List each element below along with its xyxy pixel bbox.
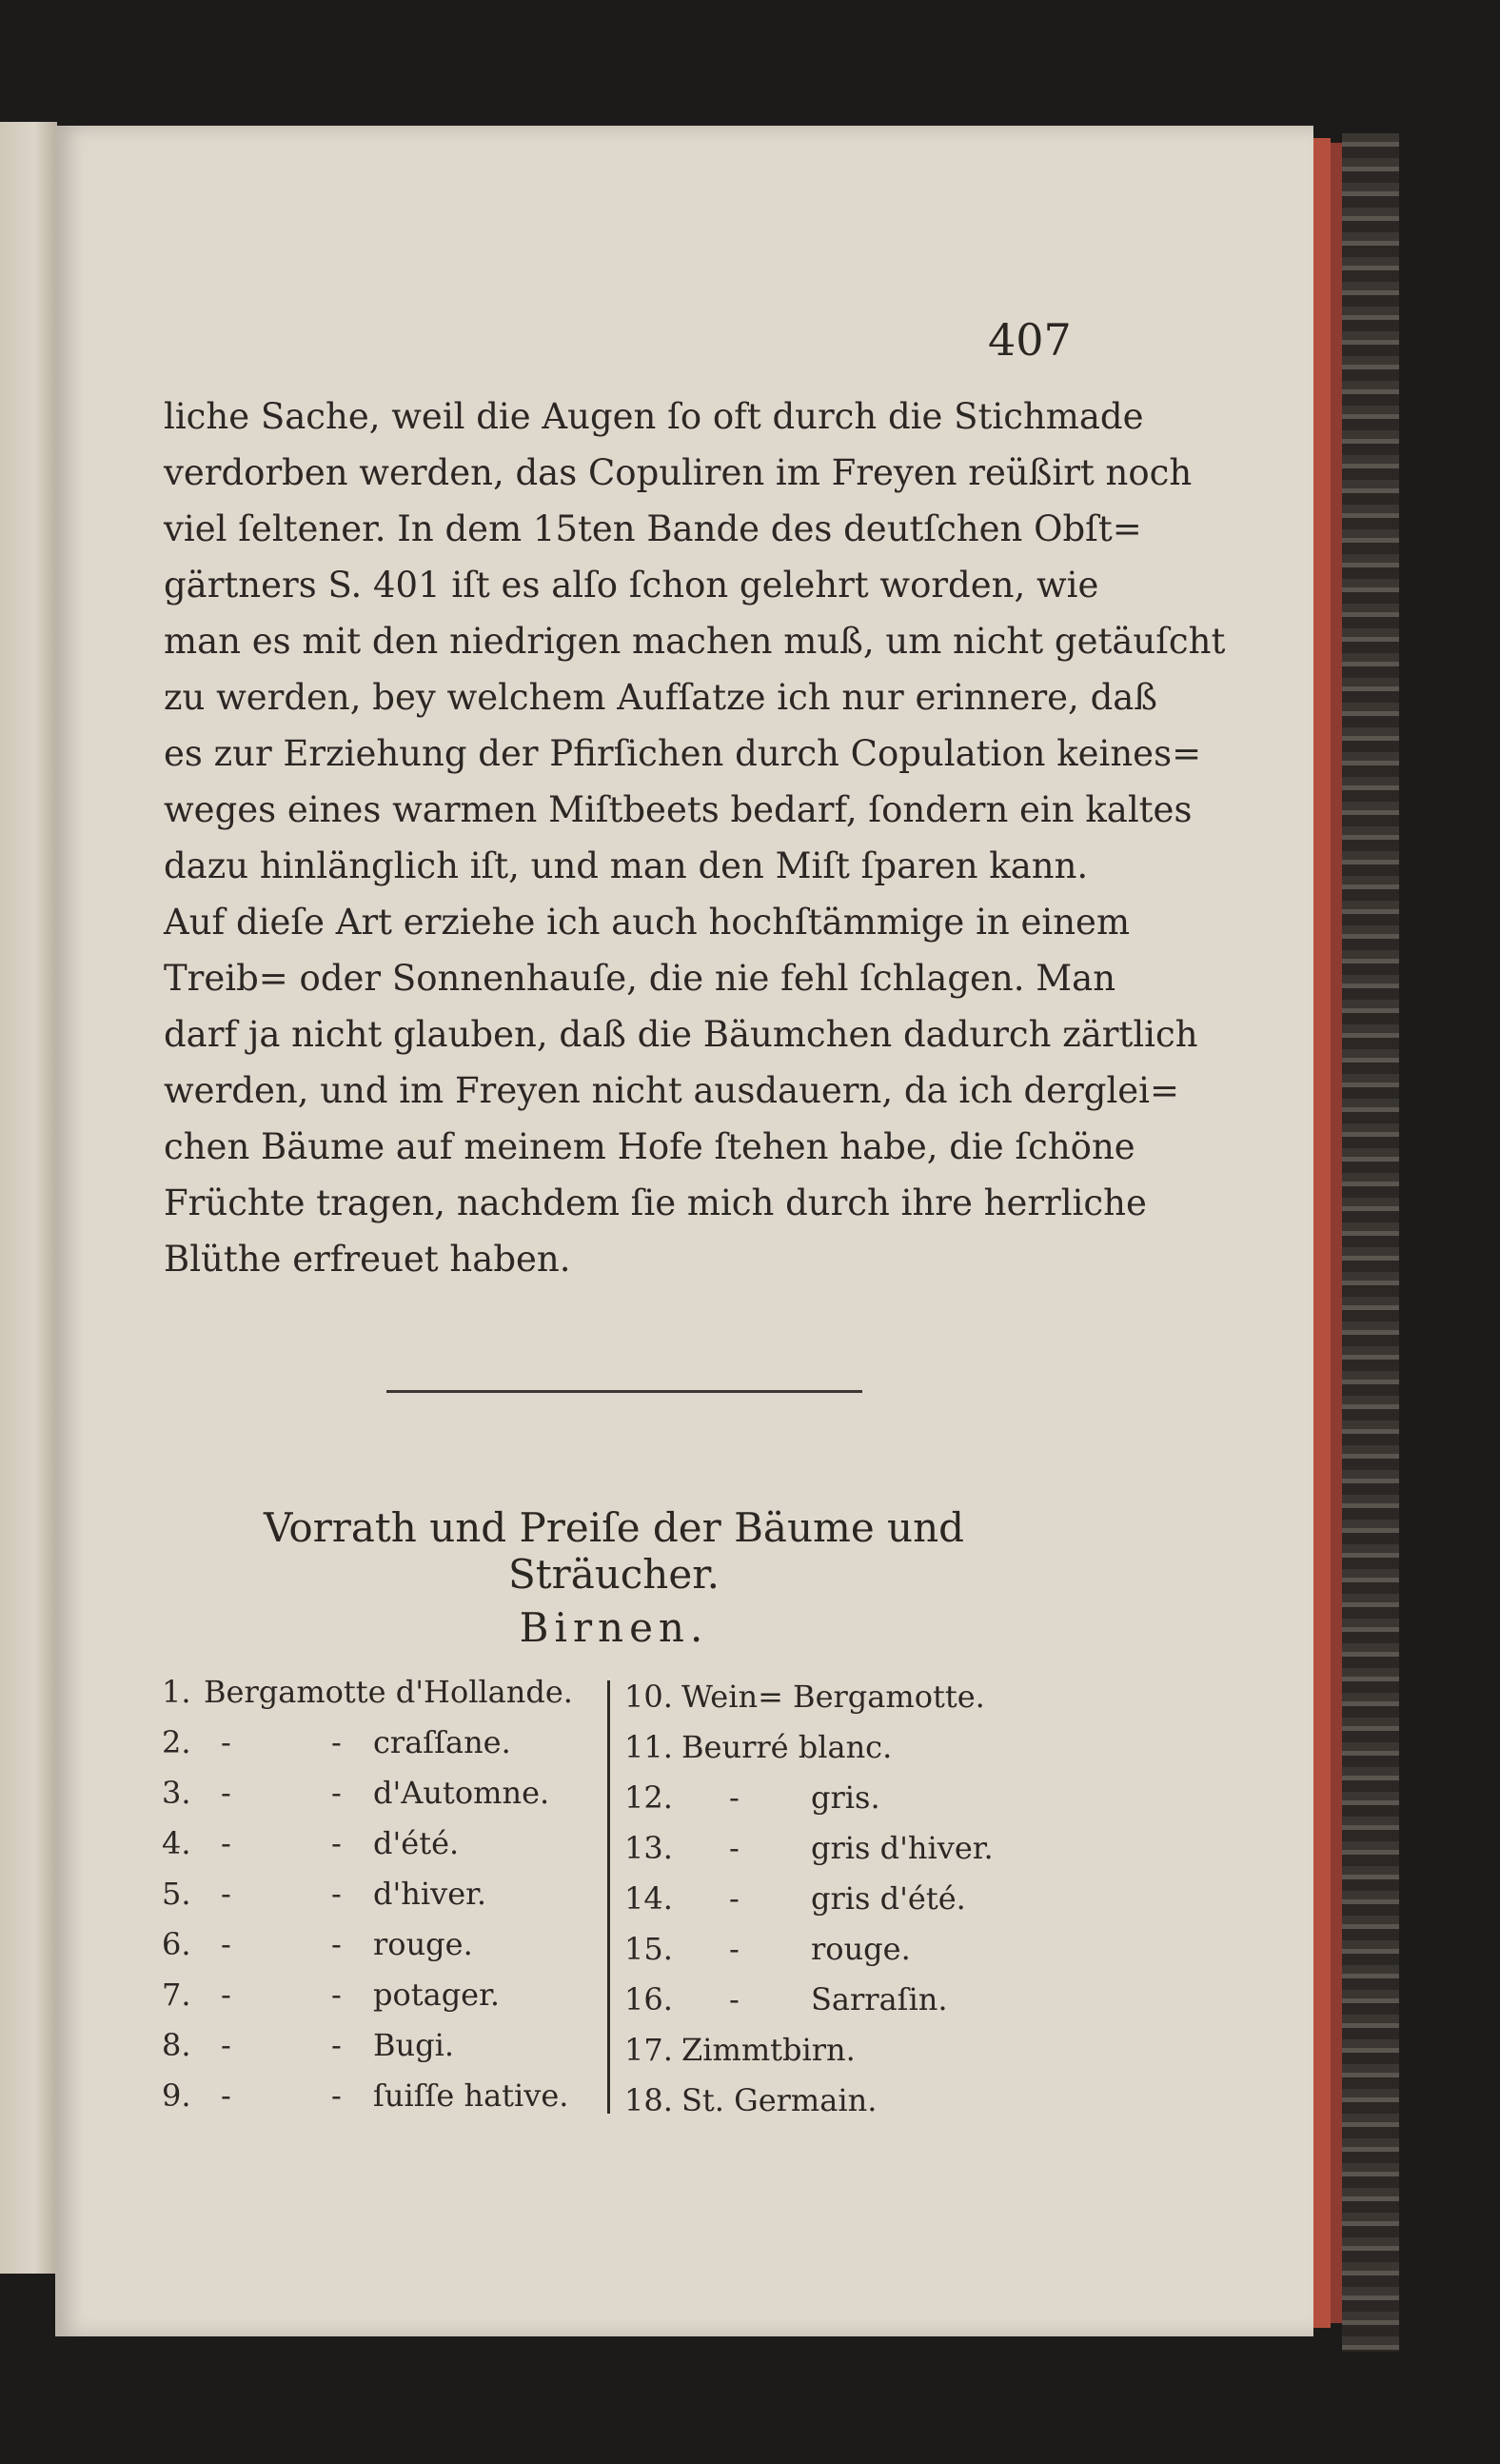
ditto-mark: - (331, 1724, 342, 1760)
item-name: craſſane. (373, 1724, 511, 1760)
item-number: 1. (162, 1674, 191, 1710)
item-number: 9. (162, 2077, 191, 2114)
ditto-mark: - (331, 2027, 342, 2063)
right-list (624, 1679, 1062, 2133)
body-line: es zur Erziehung der Pfirſichen durch Copulation keines= (164, 733, 1202, 774)
item-number: 2. (162, 1724, 191, 1760)
ditto-mark: - (729, 1880, 740, 1917)
page-number: 407 (988, 314, 1072, 366)
book-cover-edge (1342, 133, 1399, 2352)
list-item (624, 2082, 1062, 2133)
ditto-mark: - (331, 2077, 342, 2114)
ditto-mark: - (221, 1724, 231, 1760)
item-name: ſuiſſe hative. (373, 2077, 569, 2114)
list-item (624, 1679, 1062, 1729)
ditto-mark: - (729, 1779, 740, 1816)
item-name: Zimmtbirn. (681, 2032, 856, 2068)
list-item (162, 2027, 600, 2077)
item-name: St. Germain. (681, 2082, 878, 2118)
item-number: 17. (624, 2032, 673, 2068)
ditto-mark: - (729, 1931, 740, 1967)
item-number: 10. (624, 1679, 673, 1715)
item-number: 18. (624, 2082, 673, 2118)
page-edge-red-shadow (1331, 143, 1342, 2323)
item-number: 11. (624, 1729, 673, 1765)
section-title: Vorrath und Preiſe der Bäume und Sträucher. (263, 1504, 965, 1598)
ditto-mark: - (331, 1926, 342, 1962)
page-edge-red (1313, 138, 1331, 2328)
body-line: viel ſeltener. In dem 15ten Bande des deutſchen Obſt= (164, 508, 1142, 549)
list-item (162, 1825, 600, 1876)
item-name: rouge. (811, 1931, 911, 1967)
body-line: Auf dieſe Art erziehe ich auch hochſtämmige in einem (164, 902, 1131, 943)
item-name: rouge. (373, 1926, 473, 1962)
item-number: 12. (624, 1779, 673, 1816)
item-number: 15. (624, 1931, 673, 1967)
body-line: man es mit den niedrigen machen muß, um nicht getäuſcht (164, 621, 1226, 662)
column-divider (607, 1680, 610, 2114)
item-name: Sarraſin. (811, 1981, 948, 2017)
list-item (162, 1977, 600, 2027)
list-item (624, 1981, 1062, 2032)
list-item (624, 1931, 1062, 1981)
list-item (624, 1880, 1062, 1931)
ditto-mark: - (221, 2027, 231, 2063)
ditto-mark: - (221, 1775, 231, 1811)
item-number: 5. (162, 1876, 191, 1912)
left-page-edge (0, 122, 57, 2274)
item-name: d'été. (373, 1825, 460, 1861)
item-number: 16. (624, 1981, 673, 2017)
item-number: 6. (162, 1926, 191, 1962)
item-name: Beurré blanc. (681, 1729, 893, 1765)
list-item (162, 1876, 600, 1926)
ditto-mark: - (331, 1977, 342, 2013)
body-line: Früchte tragen, nachdem ſie mich durch ihre herrliche (164, 1182, 1147, 1223)
ditto-mark: - (221, 1876, 231, 1912)
list-item (624, 2032, 1062, 2082)
body-line: Blüthe erfreuet haben. (164, 1239, 571, 1280)
list-item (162, 2077, 600, 2128)
body-line: Treib= oder Sonnenhauſe, die nie fehl ſchlagen. Man (164, 958, 1116, 999)
body-line: verdorben werden, das Copuliren im Freyen reüßirt noch (164, 452, 1193, 493)
ditto-mark: - (221, 1825, 231, 1861)
item-name: Wein= Bergamotte. (681, 1679, 985, 1715)
item-name: gris d'hiver. (811, 1830, 994, 1866)
ditto-mark: - (331, 1825, 342, 1861)
ditto-mark: - (331, 1775, 342, 1811)
item-number: 14. (624, 1880, 673, 1917)
item-name: d'Automne. (373, 1775, 550, 1811)
ditto-mark: - (331, 1876, 342, 1912)
list-item (162, 1926, 600, 1977)
ditto-mark: - (221, 1926, 231, 1962)
item-name: gris d'été. (811, 1880, 966, 1917)
body-line: dazu hinlänglich iſt, und man den Miſt ſparen kann. (164, 845, 1089, 886)
item-number: 3. (162, 1775, 191, 1811)
body-line: werden, und im Freyen nicht ausdauern, da ich derglei= (164, 1070, 1180, 1111)
body-line: zu werden, bey welchem Aufſatze ich nur erinnere, daß (164, 677, 1158, 718)
item-number: 13. (624, 1830, 673, 1866)
list-item (624, 1830, 1062, 1880)
section-divider (386, 1390, 862, 1393)
item-number: 8. (162, 2027, 191, 2063)
body-line: chen Bäume auf meinem Hofe ſtehen habe, die ſchöne (164, 1126, 1135, 1167)
item-name: potager. (373, 1977, 501, 2013)
body-line: weges eines warmen Miſtbeets bedarf, ſondern ein kaltes (164, 789, 1193, 830)
ditto-mark: - (221, 1977, 231, 2013)
list-item (624, 1779, 1062, 1830)
ditto-mark: - (221, 2077, 231, 2114)
list-item (162, 1674, 600, 1724)
left-list (162, 1674, 600, 2128)
body-line: gärtners S. 401 iſt es alſo ſchon gelehrt worden, wie (164, 565, 1099, 606)
subheading: Birnen. (519, 1604, 709, 1651)
list-item (162, 1724, 600, 1775)
list-item (624, 1729, 1062, 1779)
item-name: Bergamotte d'Hollande. (204, 1674, 573, 1710)
ditto-mark: - (729, 1830, 740, 1866)
item-name: Bugi. (373, 2027, 455, 2063)
item-name: gris. (811, 1779, 880, 1816)
item-number: 4. (162, 1825, 191, 1861)
list-item (162, 1775, 600, 1825)
ditto-mark: - (729, 1981, 740, 2017)
item-name: d'hiver. (373, 1876, 487, 1912)
body-line: liche Sache, weil die Augen ſo oft durch die Stichmade (164, 396, 1144, 437)
item-number: 7. (162, 1977, 191, 2013)
body-paragraph (164, 388, 1226, 1287)
body-line: darf ja nicht glauben, daß die Bäumchen dadurch zärtlich (164, 1014, 1198, 1055)
